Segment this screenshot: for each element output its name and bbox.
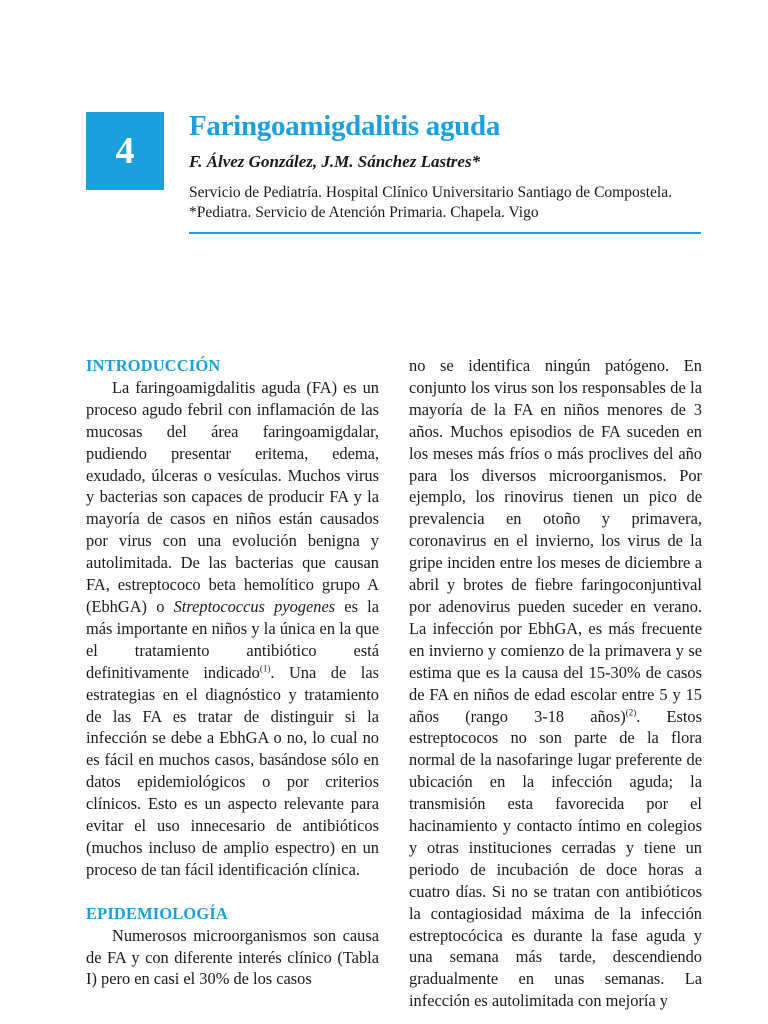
chapter-authors: F. Álvez González, J.M. Sánchez Lastres* — [189, 152, 481, 171]
intro-text-a: La faringoamigdalitis aguda (FA) es un proceso agudo febril con inflamación de las mucosas del área faringoamigdalar, pudiendo presentar eritema, edema, exudado, úlceras o vesículas. Muchos virus y bacterias son capaces de producir FA y la mayoría de casos en niños están causados por virus con una evolución benigna y autolimitada. De las bacterias que causan FA, estreptococo beta hemolítico grupo A (EbhGA) o — [86, 377, 379, 616]
intro-text-b: es la más importante en niños y la única en la que el tratamiento antibiótico está definitivamente indicado — [86, 596, 379, 682]
chapter-title: Faringoamigdalitis aguda — [189, 110, 501, 142]
epidemiology-paragraph-start — [86, 925, 379, 991]
intro-text-c: . Una de las estrategias en el diagnóstico y tratamiento de las FA es tratar de distinguir si la infección se debe a EbhGA o no, lo cual no es fácil en muchos casos, basándose sólo en datos epidemiológicos o por criterios clínicos. Esto es un aspecto relevante para evitar el uso innecesario de antibióticos (muchos incluso de amplio espectro) en un proceso de tan fácil identificación clínica. — [86, 662, 379, 879]
epidemiology-text-right-b: . Estos estreptococos no son parte de la flora normal de la nasofaringe lugar preferente de ubicación en la infección aguda; la transmisión esta favorecida por el hacinamiento y contacto íntimo en colegios y otras instituciones cerradas y tiene un periodo de incubación de doce horas a cuatro días. Si no se tratan con antibióticos la contagiosidad máxima de la infección estreptocócica es durante la fase aguda y una semana más tarde, descendiendo gradualmente en unas semanas. La infección es autolimitada con mejoría y — [409, 706, 702, 1011]
section-heading-introduccion: INTRODUCCIÓN — [86, 356, 221, 375]
chapter-affiliation: Servicio de Pediatría. Hospital Clínico Universitario Santiago de Compostela. *Pediatra. Servicio de Atención Primaria. Chapela. Vigo — [189, 183, 701, 234]
epidemiology-paragraph-continued — [409, 355, 702, 1012]
epidemiology-text-left: Numerosos microorganismos son causa de FA y con diferente interés clínico (Tabla I) pero en casi el 30% de los casos — [86, 925, 379, 989]
intro-italic-species: Streptococcus pyogenes — [173, 596, 336, 616]
chapter-header — [189, 108, 701, 234]
text-column-left — [86, 355, 379, 990]
intro-paragraph — [86, 377, 379, 881]
text-column-right — [409, 355, 702, 1012]
reference-1: (1) — [259, 663, 271, 674]
section-heading-epidemiologia: EPIDEMIOLOGÍA — [86, 903, 228, 923]
epidemiology-text-right-a: no se identifica ningún patógeno. En conjunto los virus son los responsables de la mayoría de la FA en niños menores de 3 años. Muchos episodios de FA suceden en los meses más fríos o más proclives del año para los diversos microorganismos. Por ejemplo, los rinovirus tienen un pico de prevalencia en otoño y primavera, coronavirus en el invierno, los virus de la gripe inciden entre los meses de diciembre a abril y brotes de fiebre faringoconjuntival por adenovirus pueden suceder en verano. La infección por EbhGA, es más frecuente en invierno y comienzo de la primavera y se estima que es la causa del 15-30% de casos de FA en niños de edad escolar entre 5 y 15 años (rango 3-18 años) — [409, 356, 702, 726]
chapter-number-badge — [86, 112, 164, 190]
reference-2: (2) — [625, 707, 637, 718]
chapter-number: 4 — [115, 130, 135, 172]
